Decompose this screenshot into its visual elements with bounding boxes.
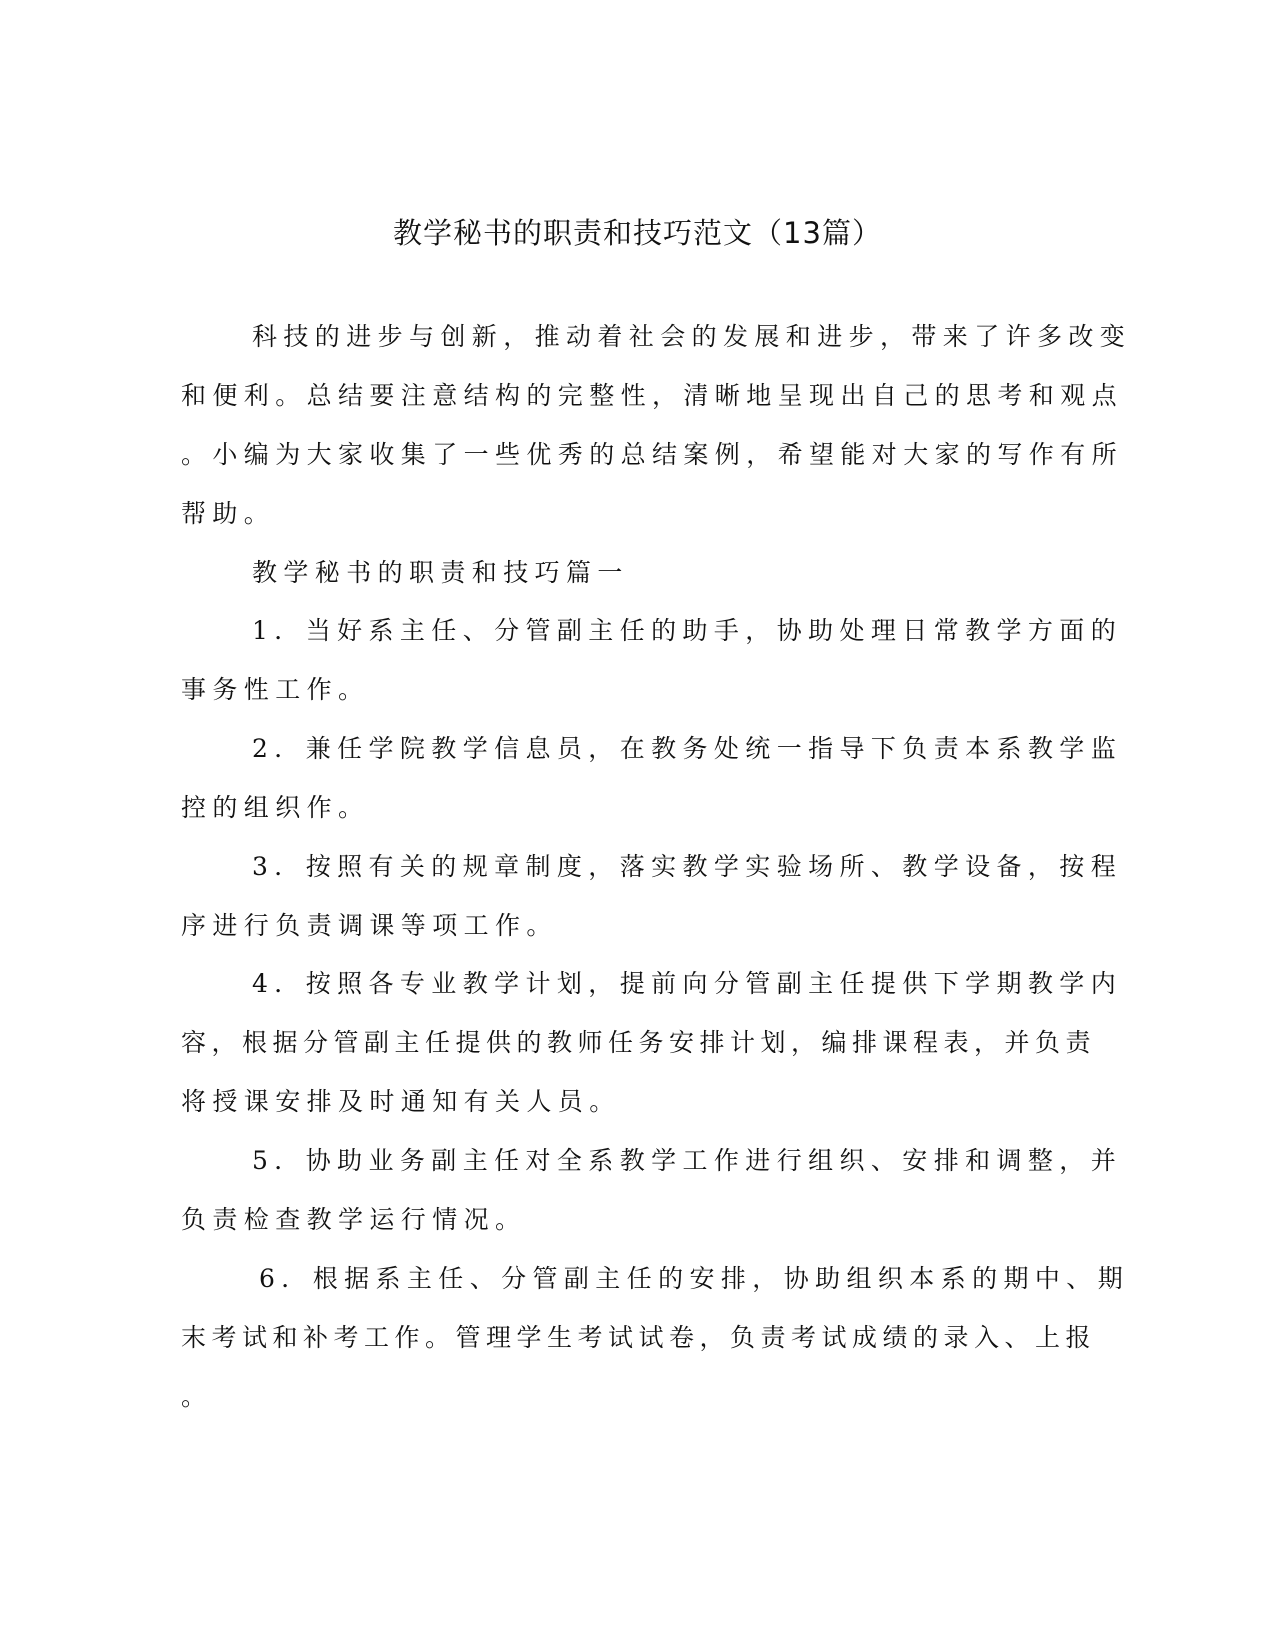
item-4-line-1: 4．按照各专业教学计划，提前向分管副主任提供下学期教学内 [252,969,1123,998]
item-6-line-1: 6．根据系主任、分管副主任的安排，协助组织本系的期中、期 [259,1264,1130,1293]
intro-line-1: 科技的进步与创新，推动着社会的发展和进步，带来了许多改变 [252,322,1132,351]
intro-line-2: 和便利。总结要注意结构的完整性，清晰地呈现出自己的思考和观点 [181,381,1124,410]
item-5-line-1: 5．协助业务副主任对全系教学工作进行组织、安排和调整，并 [252,1146,1123,1175]
item-2-line-2: 控的组织作。 [181,793,370,822]
document-title: 教学秘书的职责和技巧范文（13篇） [393,216,882,250]
item-3-line-1: 3．按照有关的规章制度，落实教学实验场所、教学设备，按程 [252,852,1123,881]
item-4-line-3: 将授课安排及时通知有关人员。 [181,1087,621,1116]
intro-line-4: 帮助。 [181,499,276,528]
item-1-line-2: 事务性工作。 [181,675,370,704]
item-4-line-2: 容，根据分管副主任提供的教师任务安排计划，编排课程表，并负责 [181,1028,1097,1057]
item-5-line-2: 负责检查教学运行情况。 [181,1205,527,1234]
item-1-line-1: 1．当好系主任、分管副主任的助手，协助处理日常教学方面的 [252,616,1123,645]
item-6-line-3: 。 [181,1382,213,1411]
item-2-line-1: 2．兼任学院教学信息员，在教务处统一指导下负责本系教学监 [252,734,1123,763]
item-6-line-2: 末考试和补考工作。管理学生考试试卷，负责考试成绩的录入、上报 [181,1323,1097,1352]
section-heading: 教学秘书的职责和技巧篇一 [252,558,629,587]
intro-line-3: 。小编为大家收集了一些优秀的总结案例，希望能对大家的写作有所 [181,440,1124,469]
item-3-line-2: 序进行负责调课等项工作。 [181,911,558,940]
